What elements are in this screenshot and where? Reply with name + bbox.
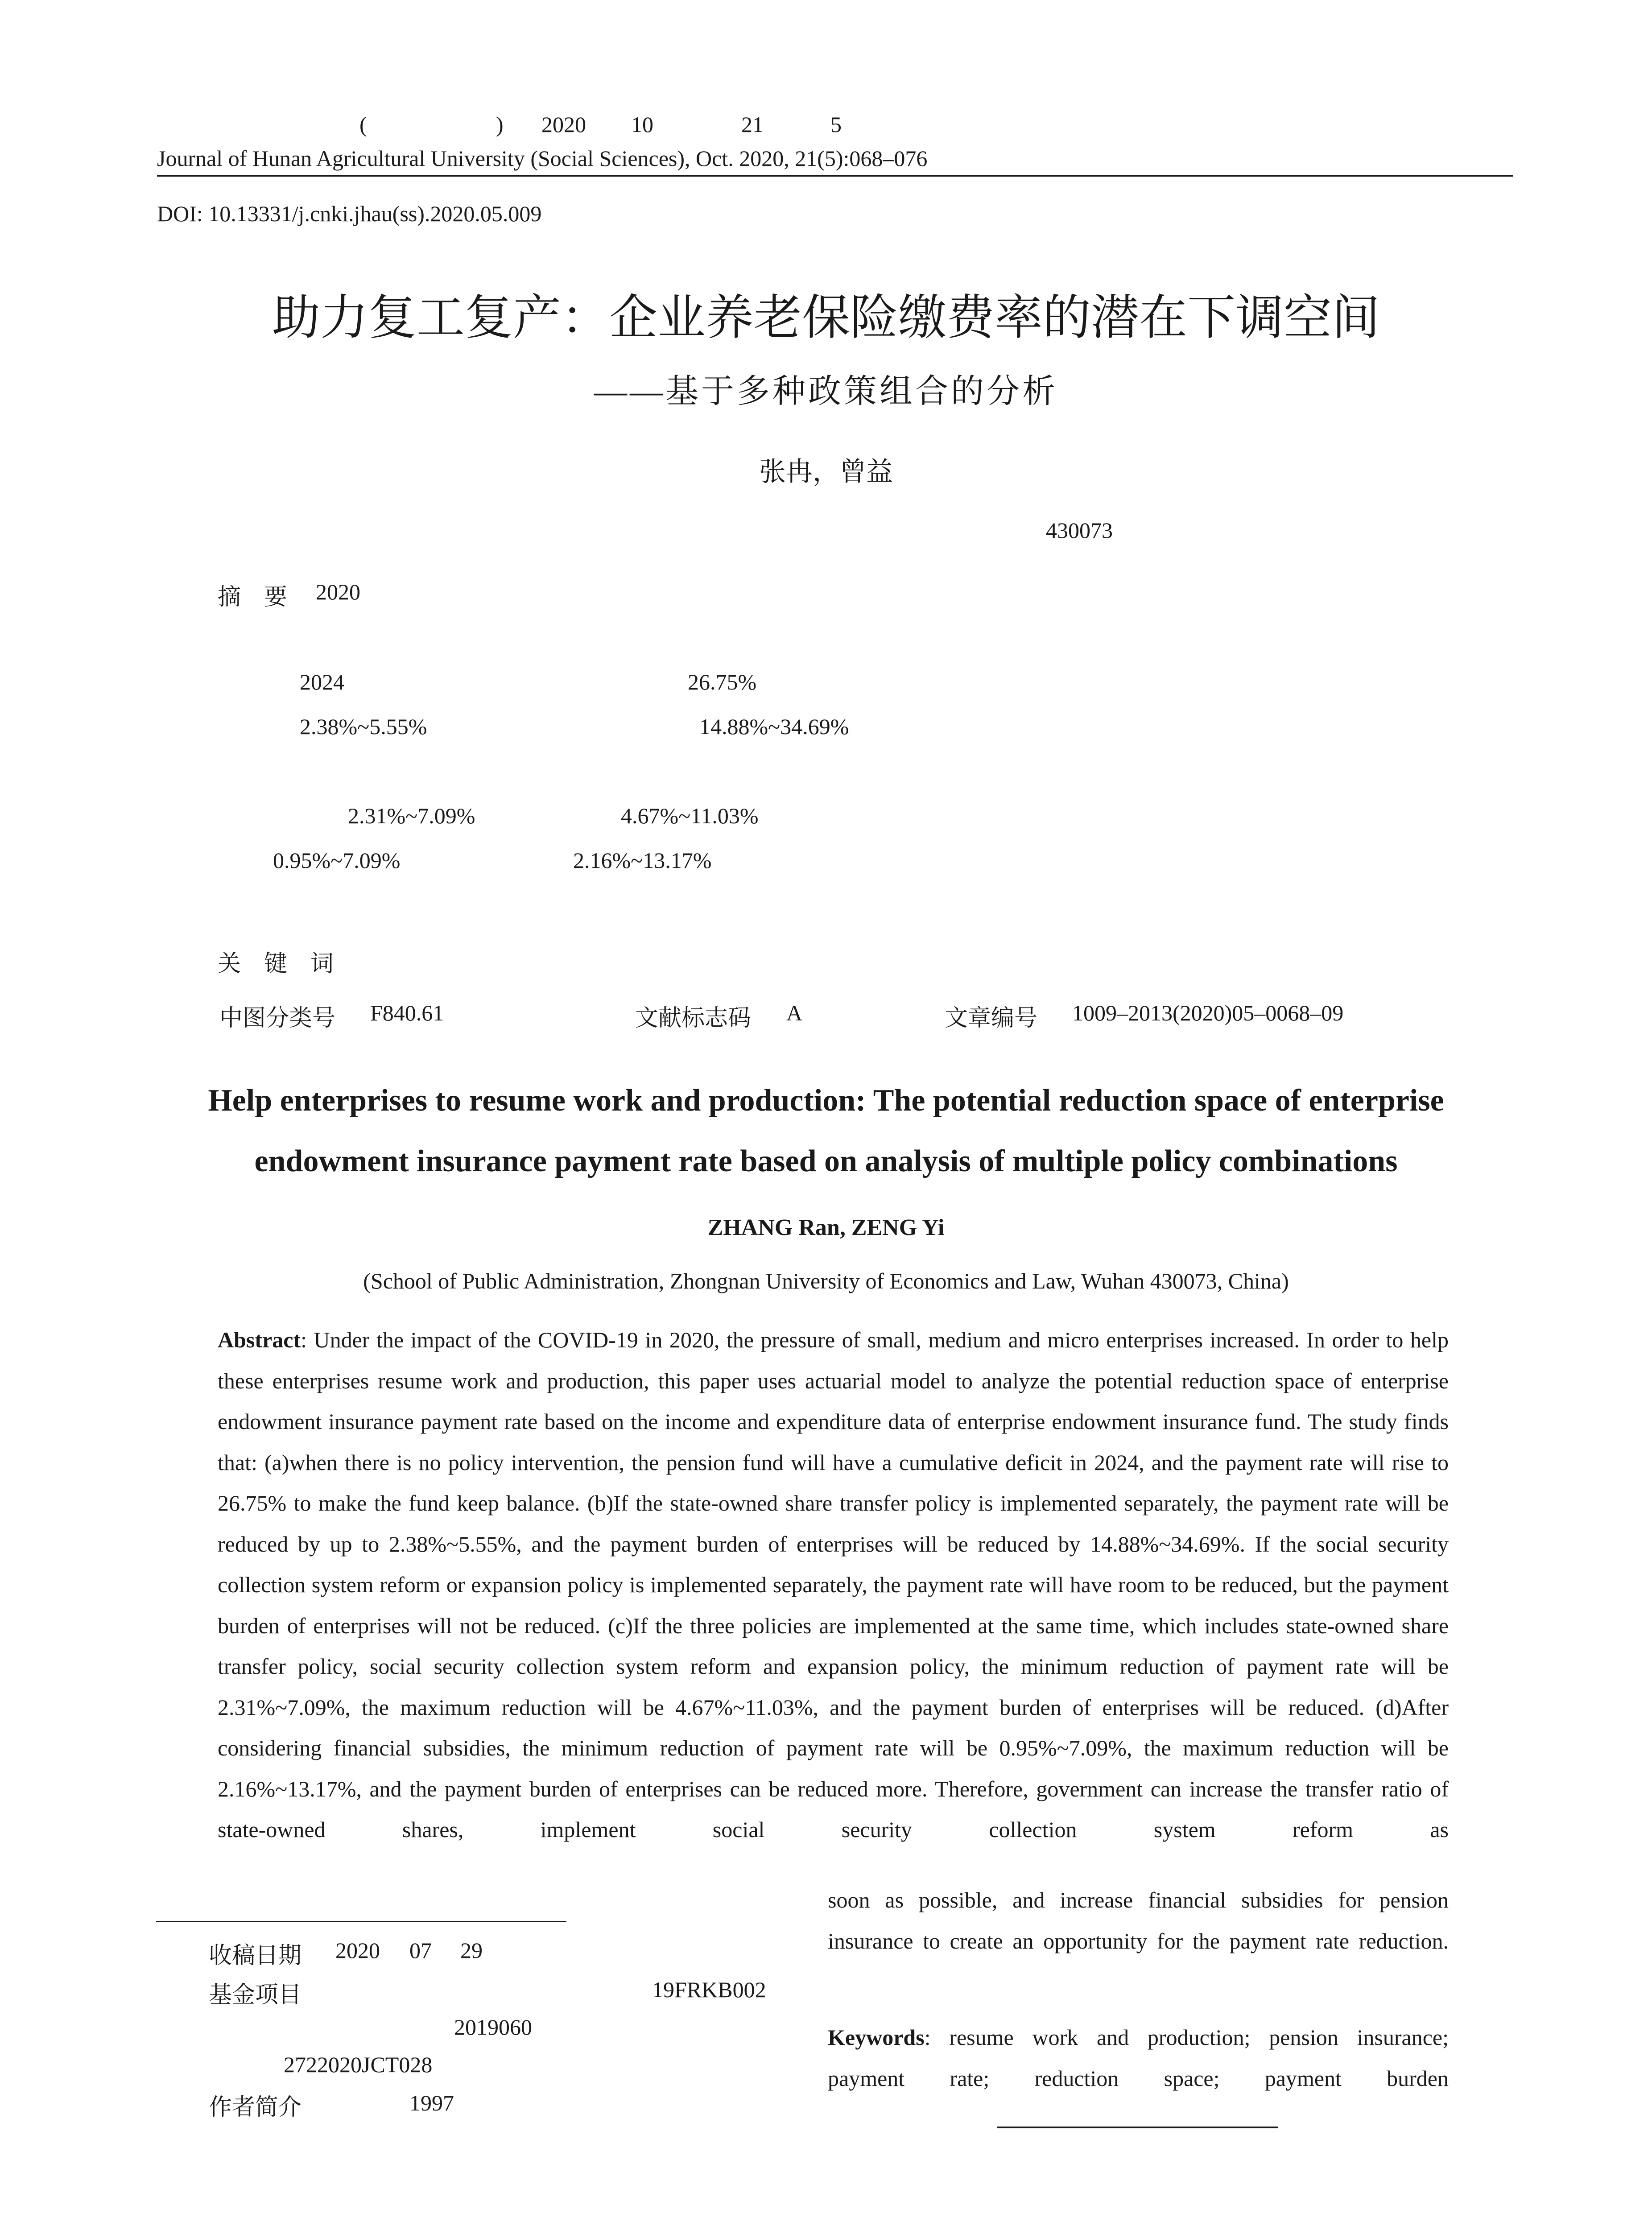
bottom-rule bbox=[997, 2127, 1278, 2128]
abstract-en-continuation-text: soon as possible, and increase financial subsidies for pension insurance to create an opportunity for the payment rate reduction. bbox=[828, 1887, 1449, 1953]
abstract-cn-2675: 26.75% bbox=[688, 669, 757, 694]
abstract-cn-1488-3469: 14.88%~34.69% bbox=[699, 714, 849, 739]
page-title-cn: 助力复工复产：企业养老保险缴费率的潜在下调空间 bbox=[272, 290, 1380, 346]
received-month: 07 bbox=[409, 1938, 432, 1963]
abstract-cn-095-709: 0.95%~7.09% bbox=[273, 848, 401, 873]
abstract-cn-231-709: 2.31%~7.09% bbox=[348, 803, 475, 828]
abstract-cn-year: 2020 bbox=[316, 579, 360, 604]
header-rule bbox=[157, 175, 1513, 177]
doi: DOI: 10.13331/j.cnki.jhau(ss).2020.05.009 bbox=[157, 201, 542, 226]
abstract-en-text: : Under the impact of the COVID-19 in 2020, the pressure of small, medium and micro enterprises increased. In order to help these enterprises resume work and production, this paper uses actuarial model to analyze the potential reduction space of enterprise endowment insurance payment rate based on the income and expenditure data of enterprise endowment insurance fund. The study finds that: (a)when there is no policy intervention, the pension fund will have a cumulative deficit in 2024, and the payment rate will rise to 26.75% to make the fund keep balance. (b)If the state-owned share transfer policy is implemented separately, the payment rate will be reduced by up to 2.38%~5.55%, and the payment burden of enterprises will be reduced by 14.88%~34.69%. If the social security collection system reform or expansion policy is implemented separately, the payment rate will have room to be reduced, but the payment burden of enterprises will not be reduced. (c)If the three policies are implemented at the same time, which includes state-owned share transfer policy, social security collection system reform and expansion policy, the minimum reduction of payment rate will be 2.31%~7.09%, the maximum reduction will be 4.67%~11.03%, and the payment burden of enterprises will be reduced. (d)After considering financial subsidies, the minimum reduction of payment rate will be 0.95%~7.09%, the maximum reduction will be 2.16%~13.17%, and the payment burden of enterprises can be reduced more. Therefore, government can increase the transfer ratio of state-owned shares, implement social security collection system reform as bbox=[218, 1327, 1449, 1842]
header-year: 2020 bbox=[541, 112, 586, 137]
author-bio-year: 1997 bbox=[409, 2090, 454, 2115]
fund-label: 基金项目 bbox=[209, 1982, 302, 2008]
abstract-cn-467-1103: 4.67%~11.03% bbox=[621, 803, 759, 828]
abstract-en-label: Abstract bbox=[218, 1327, 301, 1352]
doc-code-label: 文献标志码 bbox=[635, 1005, 752, 1032]
keywords-en-label: Keywords bbox=[828, 2025, 925, 2050]
header-paren-open: ( bbox=[359, 112, 367, 137]
page-title-en-line1: Help enterprises to resume work and production: The potential reduction space of enterprise bbox=[208, 1083, 1444, 1118]
keywords-en bbox=[828, 2017, 1449, 2102]
fund-code-3: 2722020JCT028 bbox=[284, 2052, 433, 2077]
abstract-en bbox=[218, 1320, 1449, 1895]
author-bio-label: 作者简介 bbox=[209, 2094, 302, 2121]
received-day: 29 bbox=[460, 1938, 483, 1963]
affiliation-en: (School of Public Administration, Zhongnan University of Economics and Law, Wuhan 430073, China) bbox=[363, 1268, 1289, 1293]
subtitle-cn: ——基于多种政策组合的分析 bbox=[594, 373, 1058, 410]
article-number-label: 文章编号 bbox=[945, 1005, 1038, 1032]
header-month: 10 bbox=[631, 112, 653, 137]
abstract-cn-238-555: 2.38%~5.55% bbox=[300, 714, 427, 739]
abstract-cn-label: 摘 要 bbox=[218, 584, 288, 611]
fund-code-2: 2019060 bbox=[454, 2015, 532, 2040]
article-number-value: 1009–2013(2020)05–0068–09 bbox=[1072, 1000, 1344, 1025]
abstract-cn-2024: 2024 bbox=[300, 669, 344, 694]
header-volume: 21 bbox=[741, 112, 764, 137]
page-title-en-line2: endowment insurance payment rate based on analysis of multiple policy combinations bbox=[254, 1144, 1398, 1178]
header-issue: 5 bbox=[830, 112, 842, 137]
header-journal-name: Journal of Hunan Agricultural University (Social Sciences), Oct. 2020, 21(5):068–076 bbox=[157, 146, 928, 171]
abstract-cn-216-1317: 2.16%~13.17% bbox=[573, 848, 712, 873]
authors-cn: 张冉，曾益 bbox=[759, 456, 893, 487]
footnote-rule bbox=[156, 1921, 566, 1922]
received-date-label: 收稿日期 bbox=[209, 1942, 302, 1969]
received-year: 2020 bbox=[335, 1938, 380, 1963]
keywords-cn-label: 关 键 词 bbox=[218, 950, 334, 977]
affiliation-postcode: 430073 bbox=[1046, 518, 1113, 543]
clc-value: F840.61 bbox=[370, 1000, 444, 1025]
authors-en: ZHANG Ran, ZENG Yi bbox=[707, 1215, 945, 1240]
keywords-en-text: : resume work and production; pension insurance; payment rate; reduction space; payment burden bbox=[828, 2025, 1449, 2091]
fund-code-1: 19FRKB002 bbox=[652, 1977, 766, 2002]
abstract-en-continuation bbox=[828, 1880, 1449, 2009]
clc-label: 中图分类号 bbox=[219, 1005, 336, 1032]
header-paren-close: ) bbox=[496, 112, 504, 137]
doc-code-value: A bbox=[786, 1000, 803, 1025]
